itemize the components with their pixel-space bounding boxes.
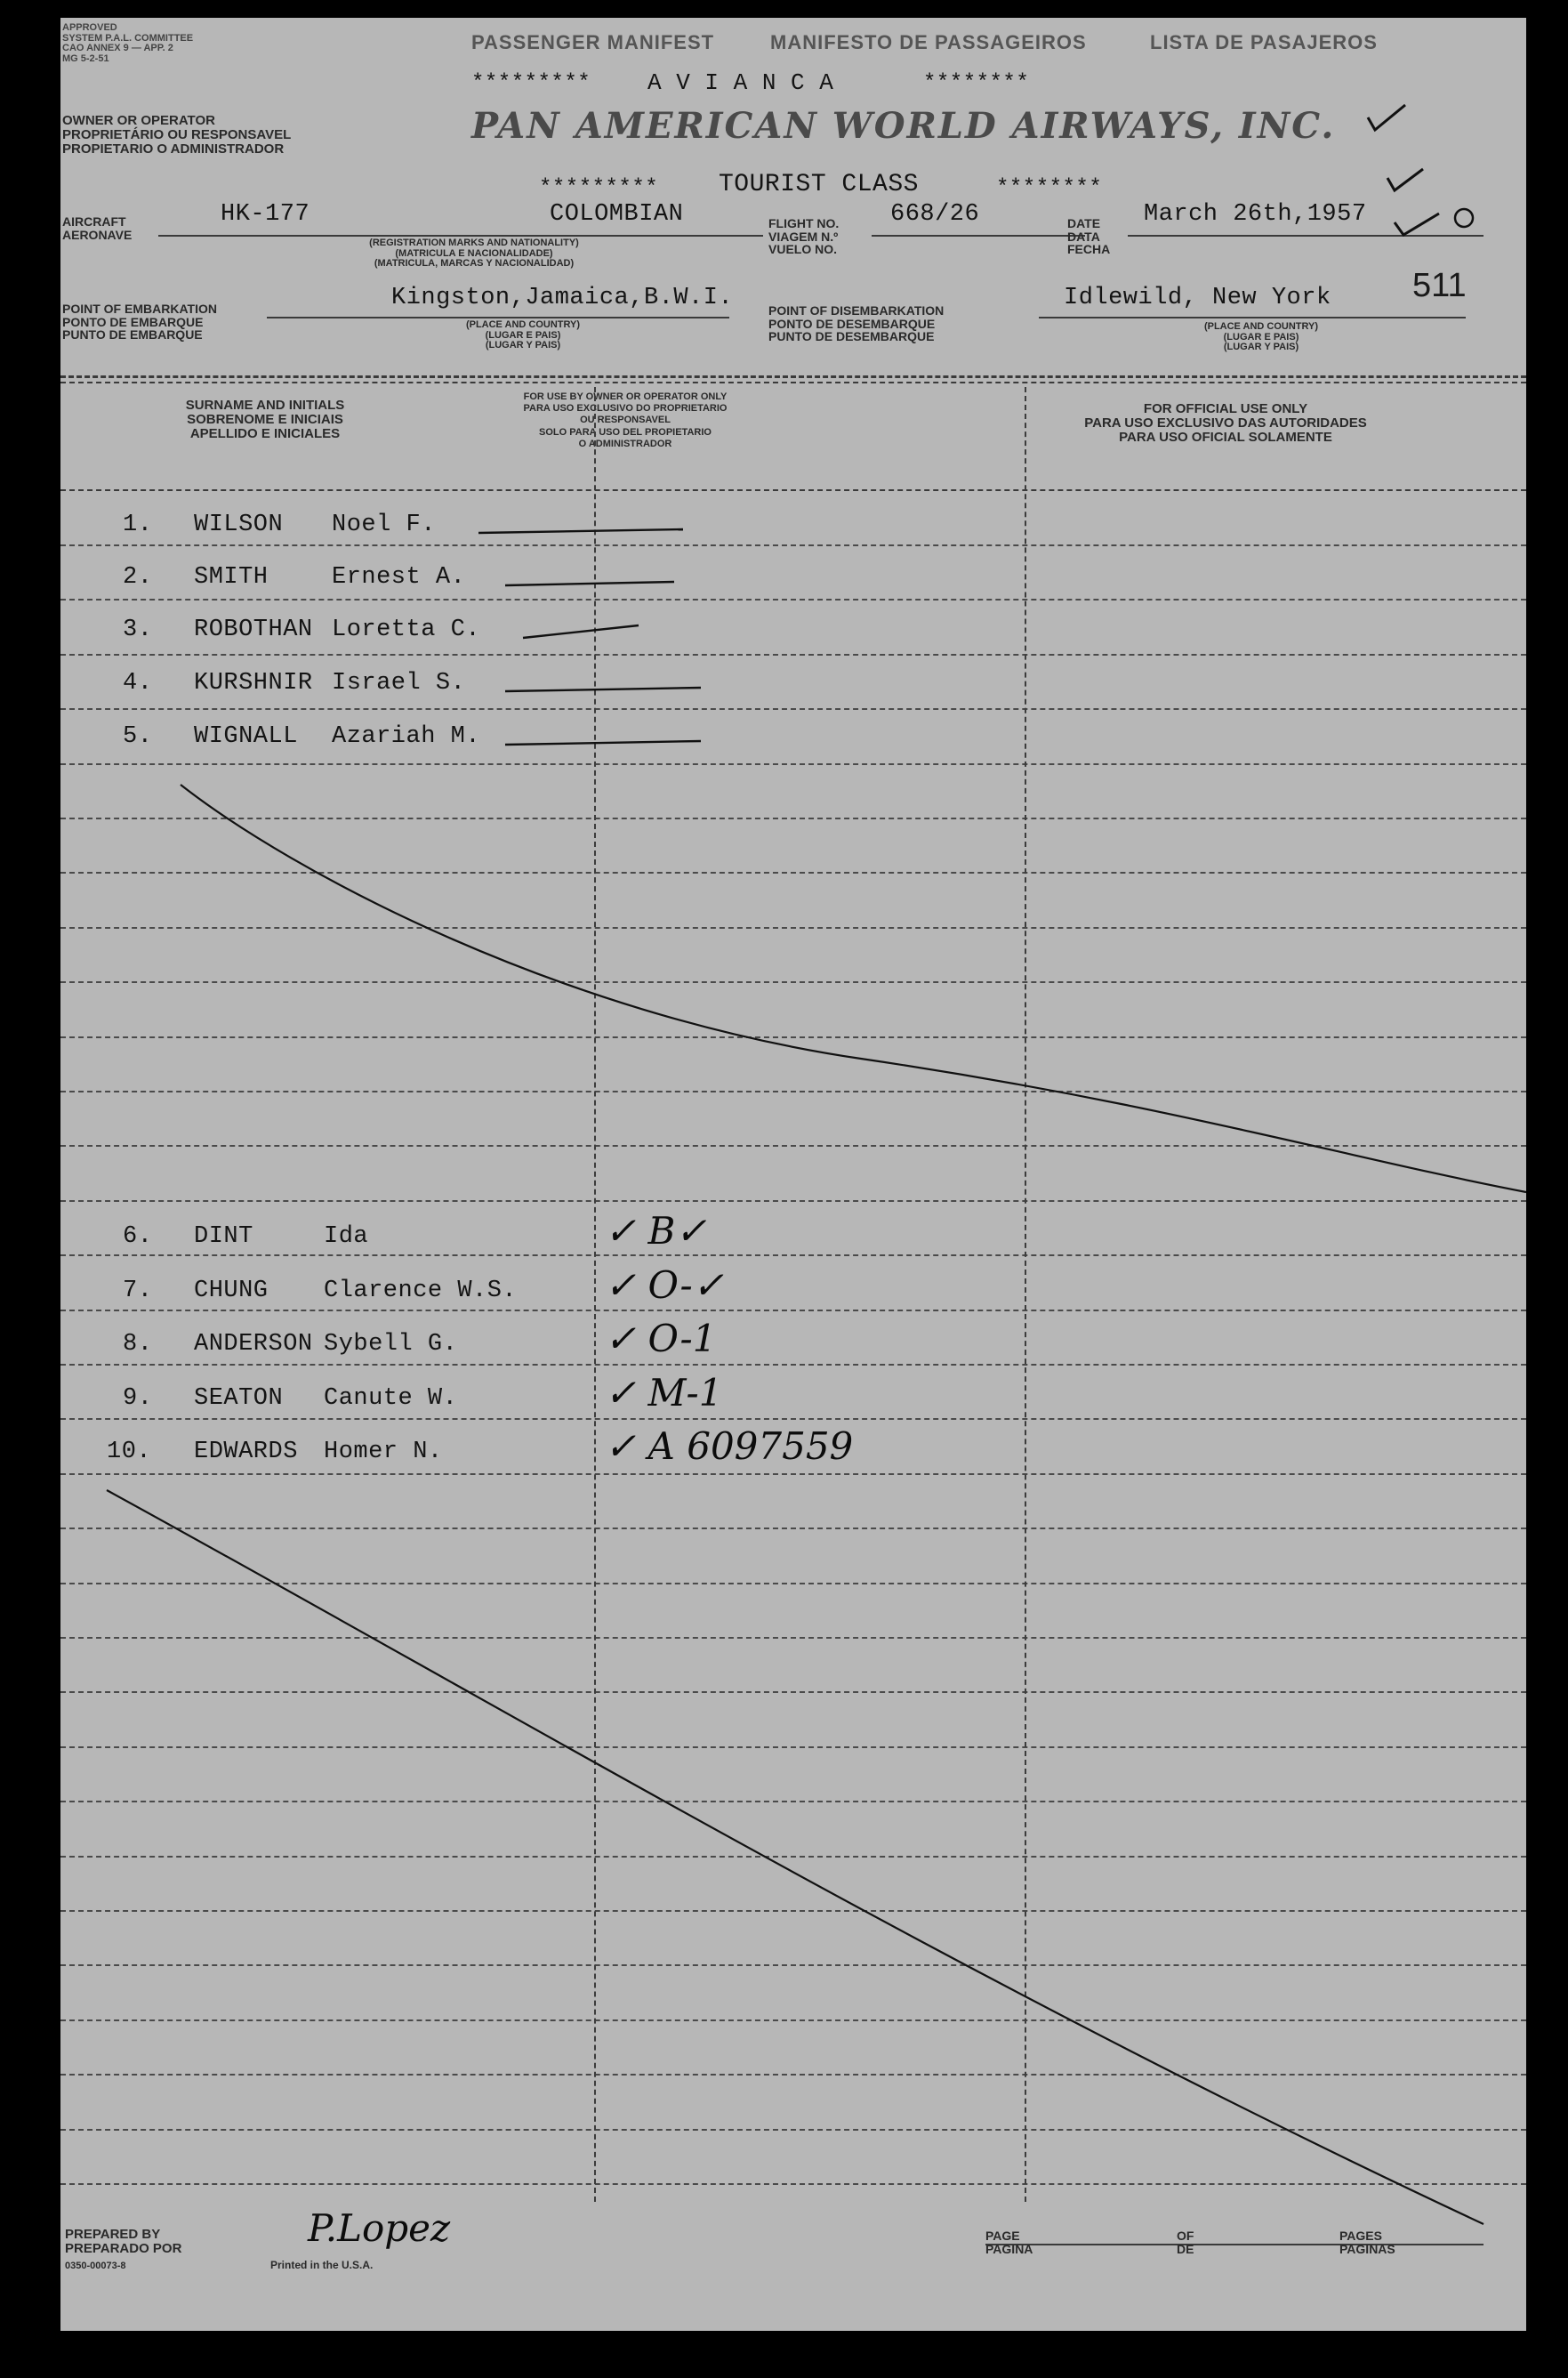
of-label-line: DE	[1177, 2241, 1194, 2256]
header-line: SOBRENOME E INICIAIS	[187, 411, 343, 427]
disembarkation-place: Idlewild, New York	[1064, 285, 1331, 311]
operator-label-line: OWNER OR OPERATOR	[62, 113, 215, 128]
prepared-label-line: PREPARADO POR	[65, 2240, 182, 2256]
header-line: O ADMINISTRADOR	[578, 438, 672, 449]
class-stars-left: *********	[539, 176, 659, 200]
airline-stars-left: *********	[471, 71, 591, 95]
pages-label-line: PAGES	[1339, 2229, 1382, 2243]
travel-class: TOURIST CLASS	[719, 171, 919, 198]
passenger-surname: ANDERSON	[194, 1331, 313, 1358]
operator-mark: ✓ B✓	[605, 1209, 707, 1253]
operator-mark: ✓ O-1	[605, 1317, 717, 1360]
date-label-line: FECHA	[1067, 242, 1111, 257]
header-line: OU RESPONSAVEL	[580, 415, 671, 426]
passenger-surname: EDWARDS	[194, 1439, 298, 1465]
class-stars-right: ********	[996, 176, 1103, 200]
passenger-given-names: Sybell G.	[324, 1331, 458, 1358]
approval-line: SYSTEM P.A.L. COMMITTEE	[62, 32, 194, 44]
header-line: APELLIDO E INICIALES	[189, 425, 341, 441]
disembark-label-line: PONTO DE DESEMBARQUE	[768, 316, 936, 331]
passenger-given-names: Homer N.	[324, 1439, 443, 1465]
check-mark-top-3	[1395, 214, 1439, 235]
strike-line-upper	[181, 785, 1526, 1192]
passenger-given-names: Loretta C.	[332, 617, 481, 643]
printed-in: Printed in the U.S.A.	[270, 2259, 374, 2271]
caption-line: (LUGAR E PAIS)	[1223, 331, 1299, 343]
flight-label-line: VIAGEM N.º	[768, 229, 839, 244]
operator-mark: ✓ A 6097559	[605, 1424, 854, 1468]
aircraft-label-line: AERONAVE	[62, 227, 133, 242]
page-number: 511	[1412, 267, 1467, 304]
embark-label-line: PUNTO DE EMBARQUE	[62, 327, 203, 343]
airline-stars-right: ********	[923, 71, 1030, 95]
prepared-label-line: PREPARED BY	[65, 2227, 161, 2242]
aircraft-nationality: COLOMBIAN	[550, 201, 684, 228]
header-line: SOLO PARA USO DEL PROPIETARIO	[539, 426, 712, 438]
caption-line: (LUGAR Y PAIS)	[1223, 342, 1299, 353]
caption-line: (PLACE AND COUNTRY)	[465, 319, 581, 330]
header-line: PARA USO EXCLUSIVO DAS AUTORIDADES	[1084, 415, 1367, 431]
passenger-number: 3.	[123, 617, 153, 643]
of-label-line: OF	[1177, 2229, 1194, 2243]
prepared-by-label	[65, 2228, 181, 2256]
caption-line: (LUGAR E PAIS)	[485, 329, 561, 341]
caption-line: (MATRICULA E NACIONALIDADE)	[395, 247, 553, 259]
passenger-given-names: Noel F.	[332, 512, 436, 538]
operator-label-line: PROPIETARIO O ADMINISTRADOR	[62, 141, 285, 157]
operator-name: PAN AMERICAN WORLD AIRWAYS, INC.	[471, 105, 1336, 147]
form-code: 0350-00073-8	[65, 2261, 126, 2271]
row-dash-line	[478, 529, 683, 533]
flight-label-line: FLIGHT NO.	[768, 216, 840, 230]
annotation-layer	[60, 18, 1526, 2331]
caption-line: (MATRICULA, MARCAS Y NACIONALIDAD)	[374, 258, 575, 270]
passenger-number: 2.	[123, 564, 153, 591]
strike-line-lower	[107, 1490, 1484, 2224]
date-label-line: DATE	[1067, 216, 1101, 230]
passenger-given-names: Ernest A.	[332, 564, 466, 591]
row-dash-lines	[478, 529, 701, 745]
passenger-surname: SEATON	[194, 1385, 284, 1412]
passenger-number: 10.	[107, 1439, 152, 1465]
pages-label	[1339, 2229, 1395, 2255]
pages-label-line: PAGINAS	[1339, 2241, 1395, 2256]
page-label-line: PAGE	[985, 2229, 1020, 2243]
embark-label-line: POINT OF EMBARKATION	[62, 302, 217, 316]
passenger-surname: WILSON	[194, 512, 284, 538]
manifest-sheet	[60, 18, 1526, 2331]
row-dash-line	[505, 582, 674, 585]
flight-number: 668/26	[890, 201, 980, 228]
disembark-label-line: PUNTO DE DESEMBARQUE	[768, 329, 935, 344]
passenger-given-names: Clarence W.S.	[324, 1278, 518, 1304]
approval-line: APPROVED	[62, 22, 117, 33]
header-title-en: PASSENGER MANIFEST	[471, 31, 715, 53]
passenger-surname: ROBOTHAN	[194, 617, 313, 643]
row-dash-line	[523, 625, 639, 638]
header-line: SURNAME AND INITIALS	[185, 398, 345, 413]
page-label	[985, 2229, 1033, 2255]
approval-line: MG 5-2-51	[62, 52, 109, 64]
aircraft-registration: HK-177	[221, 201, 310, 228]
date-label-line: DATA	[1067, 229, 1100, 244]
passenger-surname: CHUNG	[194, 1278, 269, 1304]
caption-line: (REGISTRATION MARKS AND NATIONALITY)	[369, 238, 579, 248]
passenger-number: 4.	[123, 670, 153, 697]
row-dash-line	[505, 741, 701, 745]
of-label	[1177, 2229, 1194, 2255]
header-line: PARA USO EXCLUSIVO DO PROPRIETARIO	[523, 403, 728, 415]
check-mark-top-1	[1368, 105, 1405, 130]
operator-mark: ✓ M-1	[605, 1371, 723, 1415]
page-label-line: PAGINA	[985, 2241, 1033, 2256]
caption-line: (PLACE AND COUNTRY)	[1203, 321, 1319, 332]
embarkation-place: Kingston,Jamaica,B.W.I.	[391, 285, 734, 311]
passenger-number: 6.	[123, 1223, 153, 1250]
passenger-given-names: Ida	[324, 1223, 369, 1250]
row-dash-line	[505, 688, 701, 691]
passenger-number: 8.	[123, 1331, 153, 1358]
passenger-surname: DINT	[194, 1223, 253, 1250]
caption-line: (LUGAR Y PAIS)	[485, 340, 561, 351]
header-line: FOR OFFICIAL USE ONLY	[1143, 401, 1308, 416]
preparer-signature: P.Lopez	[308, 2206, 451, 2250]
header-title-es: LISTA DE PASAJEROS	[1150, 31, 1378, 53]
passenger-surname: WIGNALL	[194, 723, 298, 750]
header-line: PARA USO OFICIAL SOLAMENTE	[1119, 429, 1332, 445]
flight-date: March 26th,1957	[1144, 201, 1367, 228]
embark-label-line: PONTO DE EMBARQUE	[62, 314, 204, 329]
passenger-number: 7.	[123, 1278, 153, 1304]
passenger-given-names: Azariah M.	[332, 723, 481, 750]
passenger-surname: KURSHNIR	[194, 670, 313, 697]
operator-mark: ✓ O-✓	[605, 1263, 724, 1307]
passenger-given-names: Canute W.	[324, 1385, 458, 1412]
disembark-label-line: POINT OF DISEMBARKATION	[768, 303, 945, 318]
airline-typed: A V I A N C A	[647, 69, 834, 96]
page-fill-line	[985, 2244, 1484, 2245]
ink-circle	[1455, 209, 1473, 227]
passenger-number: 9.	[123, 1385, 153, 1412]
passenger-number: 5.	[123, 723, 153, 750]
header-line: FOR USE BY OWNER OR OPERATOR ONLY	[523, 391, 728, 402]
approval-line: CAO ANNEX 9 — APP. 2	[62, 43, 173, 54]
passenger-number: 1.	[123, 512, 153, 538]
passenger-surname: SMITH	[194, 564, 269, 591]
passenger-given-names: Israel S.	[332, 670, 466, 697]
operator-label-line: PROPRIETÁRIO OU RESPONSAVEL	[62, 126, 292, 142]
check-mark-top-2	[1387, 169, 1423, 190]
header-title-pt: MANIFESTO DE PASSAGEIROS	[770, 31, 1087, 53]
flight-label-line: VUELO NO.	[768, 242, 838, 257]
aircraft-label-line: AIRCRAFT	[62, 214, 126, 229]
